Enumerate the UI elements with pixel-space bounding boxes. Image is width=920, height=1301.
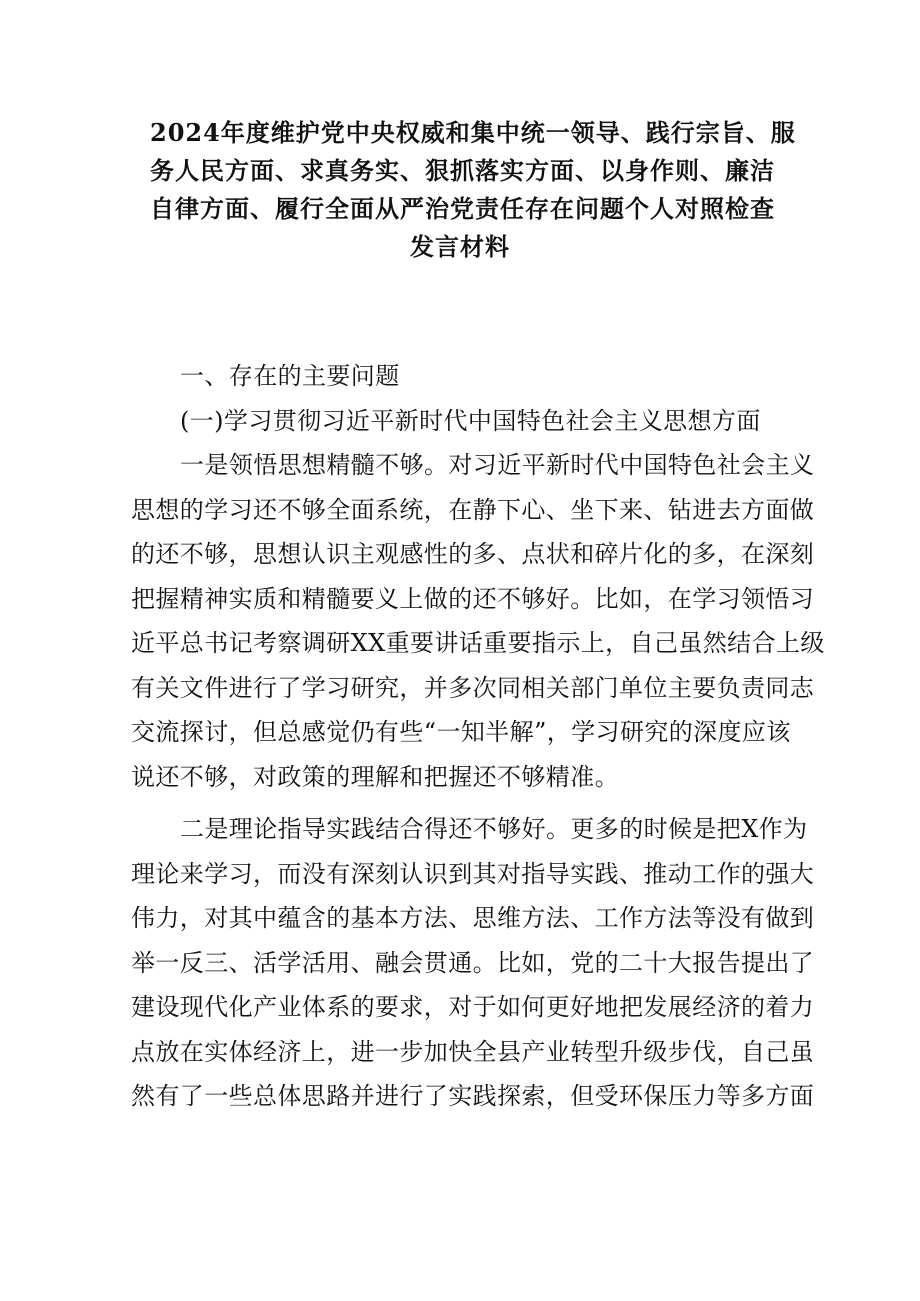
paragraph-line: 建设现代化产业体系的要求，对于如何更好地把发展经济的着力	[131, 993, 815, 1021]
paragraph-2	[131, 807, 815, 1119]
paragraph-line: 一是领悟思想精髓不够。对习近平新时代中国特色社会主义	[180, 451, 815, 479]
section-heading: 一、存在的主要问题	[180, 362, 400, 390]
paragraph-spacer	[131, 799, 791, 807]
subsection-heading: (一)学习贯彻习近平新时代中国特色社会主义思想方面	[180, 406, 761, 435]
title-line: 发言材料	[410, 232, 510, 261]
title-line: 2024年度维护党中央权威和集中统一领导、践行宗旨、服	[150, 118, 796, 147]
paragraph-line: 把握精神实质和精髓要义上做的还不够好。比如，在学习领悟习	[131, 584, 815, 613]
paragraph-line: 举一反三、活学活用、融会贯通。比如，党的二十大报告提出了	[131, 948, 815, 977]
paragraph-line: 交流探讨，但总感觉仍有些“一知半解”，学习研究的深度应该	[131, 718, 791, 746]
paragraph-line: 说还不够，对政策的理解和把握还不够精准。	[131, 762, 619, 791]
paragraph-1	[131, 443, 825, 799]
paragraph-line: 理论来学习，而没有深刻认识到其对指导实践、推动工作的强大	[131, 859, 815, 888]
document-title	[150, 114, 796, 266]
paragraph-line: 伟力，对其中蕴含的基本方法、思维方法、工作方法等没有做到	[131, 904, 815, 932]
paragraph-line: 的还不够，思想认识主观感性的多、点状和碎片化的多，在深刻	[131, 540, 815, 568]
paragraph-line: 近平总书记考察调研XX重要讲话重要指示上，自己虽然结合上级	[131, 629, 825, 657]
paragraph-line: 点放在实体经济上，进一步加快全县产业转型升级步伐，自己虽	[131, 1037, 815, 1066]
title-line: 自律方面、履行全面从严治党责任存在问题个人对照检查	[150, 194, 775, 223]
paragraph-line: 二是理论指导实践结合得还不够好。更多的时候是把X作为	[180, 815, 808, 843]
document-body	[131, 354, 825, 1119]
paragraph-line: 然有了一些总体思路并进行了实践探索，但受环保压力等多方面	[131, 1082, 815, 1110]
paragraph-line: 思想的学习还不够全面系统，在静下心、坐下来、钻进去方面做	[131, 495, 815, 524]
title-line: 务人民方面、求真务实、狠抓落实方面、以身作则、廉洁	[150, 156, 775, 185]
paragraph-line: 有关文件进行了学习研究，并多次同相关部门单位主要负责同志	[131, 673, 815, 702]
